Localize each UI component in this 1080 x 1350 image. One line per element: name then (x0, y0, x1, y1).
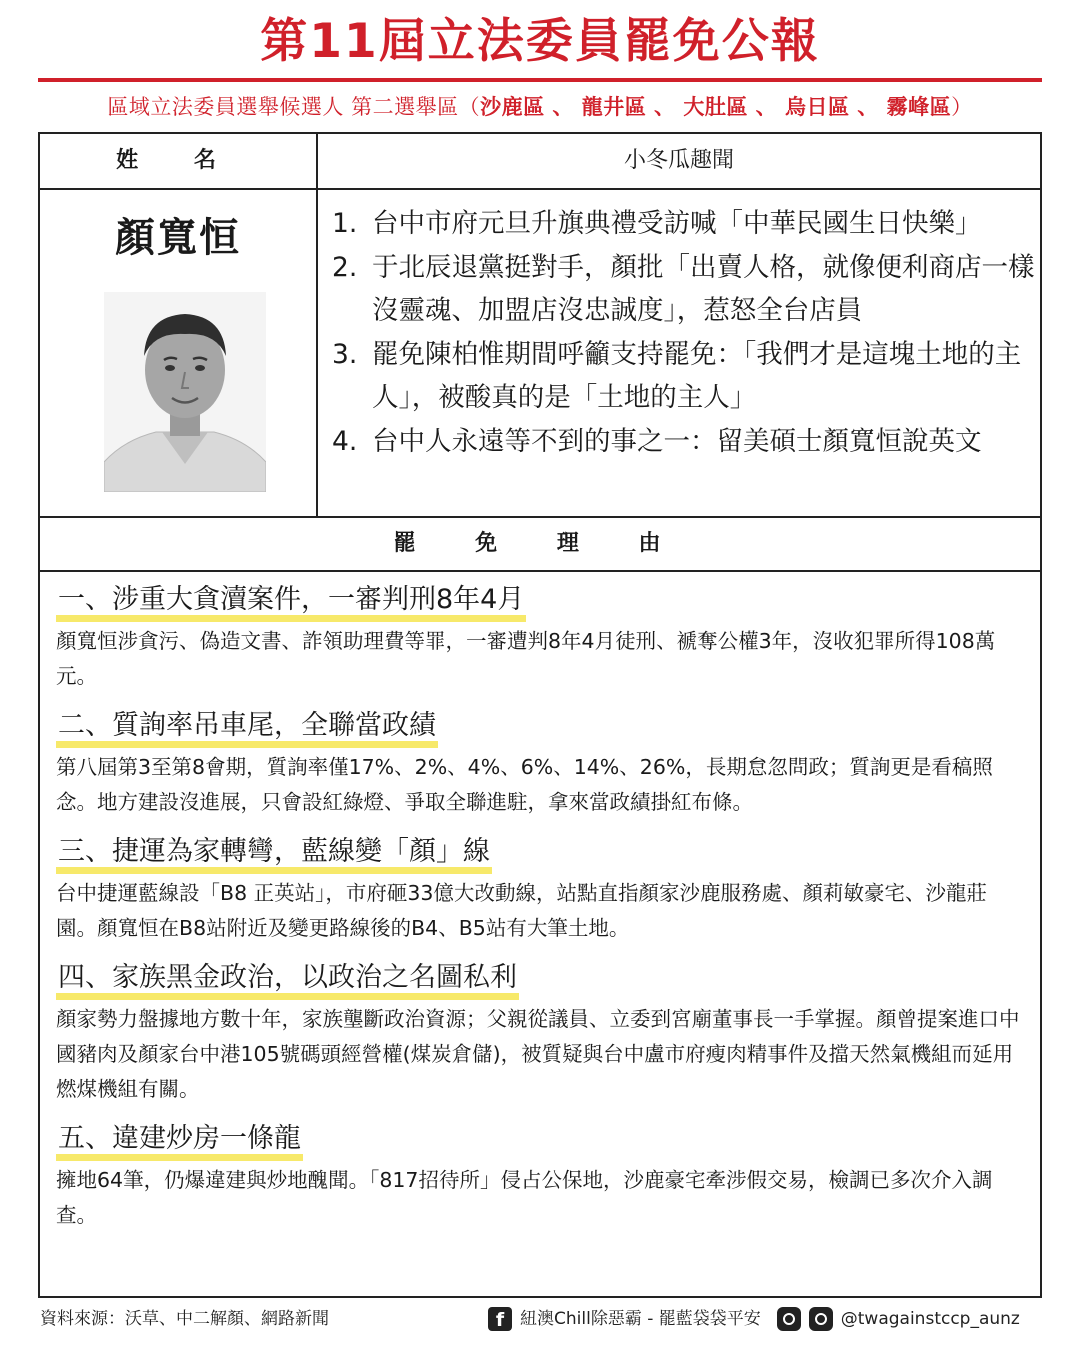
news-item (332, 246, 1038, 333)
candidate-name: 顏寬恒 (115, 215, 241, 261)
news-item-number: 2. (332, 251, 358, 283)
news-item-number: 1. (332, 208, 358, 239)
reason-item (56, 830, 1022, 946)
news-item-number: 4. (332, 425, 358, 457)
subtitle-suffix: ） (951, 95, 973, 119)
facebook-page-name: 紐澳Chill除惡霸 - 罷藍袋袋平安 (520, 1309, 761, 1329)
instagram-icon (809, 1307, 833, 1331)
reason-body: 台中捷運藍線設「B8 正英站」，市府砸33億大改動線，站點直指顏家沙鹿服務處、顏莉敏豪宅、沙龍莊園。顏寬恒在B8站附近及變更路線後的B4、B5站有大筆土地。 (56, 881, 987, 940)
page-title: 第11屆立法委員罷免公報 (260, 14, 820, 69)
news-item-text: 罷免陳柏惟期間呼籲支持罷免：「我們才是這塊土地的主人」，被酸真的是「土地的主人」 (372, 338, 1022, 413)
news-item-text: 于北辰退黨挺對手，顏批「出賣人格，就像便利商店一樣沒靈魂、加盟店沒忠誠度」，惹怒全台店員 (372, 251, 1035, 326)
facebook-icon: f (488, 1307, 512, 1331)
news-item (332, 420, 1038, 464)
reason-item (56, 1117, 1022, 1233)
news-item (332, 333, 1038, 420)
reason-title: 四、家族黑金政治，以政治之名圖私利 (56, 956, 519, 1000)
row-divider (40, 188, 1040, 190)
news-column-header: 小冬瓜趣聞 (623, 148, 734, 173)
reason-item (56, 578, 1022, 694)
reason-body: 第八屆第3至第8會期，質詢率僅17%、2%、4%、6%、14%、26%，長期怠忽問政；質詢更是看稿照念。地方建設沒進展，只會設紅綠燈、爭取全聯進駐，拿來當政績掛紅布條。 (56, 755, 993, 814)
news-item-text: 台中人永遠等不到的事之一：留美碩士顏寬恒說英文 (372, 425, 982, 457)
subtitle-prefix: 區域立法委員選舉候選人 第二選舉區（ (107, 95, 481, 119)
reason-title: 一、涉重大貪瀆案件，一審判刑8年4月 (56, 578, 526, 622)
reason-body: 擁地64筆，仍爆違建與炒地醜聞。「817招待所」侵占公保地，沙鹿豪宅牽涉假交易，檢調已多次介入調查。 (56, 1168, 993, 1227)
sources-note: 資料來源：沃草、中二解顏、網路新聞 (40, 1309, 329, 1329)
subtitle-districts: 沙鹿區 、 龍井區 、 大肚區 、 烏日區 、 霧峰區 (480, 95, 952, 119)
row-divider (40, 570, 1040, 572)
reasons-list (56, 578, 1022, 1243)
column-divider (316, 134, 318, 516)
news-item-text: 台中市府元旦升旗典禮受訪喊「中華民國生日快樂」 (372, 208, 982, 239)
news-item-number: 3. (332, 338, 358, 370)
news-item (332, 202, 1038, 246)
recall-table (38, 132, 1042, 1298)
title-divider (38, 78, 1042, 82)
reason-body: 顏寬恒涉貪污、偽造文書、詐領助理費等罪，一審遭判8年4月徒刑、褫奪公權3年，沒收犯罪所得108萬元。 (56, 629, 996, 688)
reason-item (56, 956, 1022, 1107)
reasons-header: 罷 免 理 由 (393, 531, 687, 556)
reason-item (56, 704, 1022, 820)
reason-title: 二、質詢率吊車尾，全聯當政績 (56, 704, 438, 748)
name-column-header: 姓 名 (116, 148, 240, 173)
social-handle: @twagainstccp_aunz (840, 1309, 1020, 1329)
reason-title: 三、捷運為家轉彎，藍線變「顏」線 (56, 830, 492, 874)
reason-body: 顏家勢力盤據地方數十年，家族壟斷政治資源；父親從議員、立委到宮廟董事長一手掌握。顏曾提案進口中國豬肉及顏家台中港105號碼頭經營權(煤炭倉儲)，被質疑與台中盧市府瘦肉精事件及擋天然氣機組而延用燃煤機組有關。 (56, 1007, 1020, 1101)
district-subtitle (0, 90, 1080, 124)
footer-credits (488, 1306, 1020, 1332)
candidate-photo (104, 292, 266, 492)
threads-icon (777, 1307, 801, 1331)
reason-title: 五、違建炒房一條龍 (56, 1117, 303, 1161)
news-list (332, 202, 1038, 463)
